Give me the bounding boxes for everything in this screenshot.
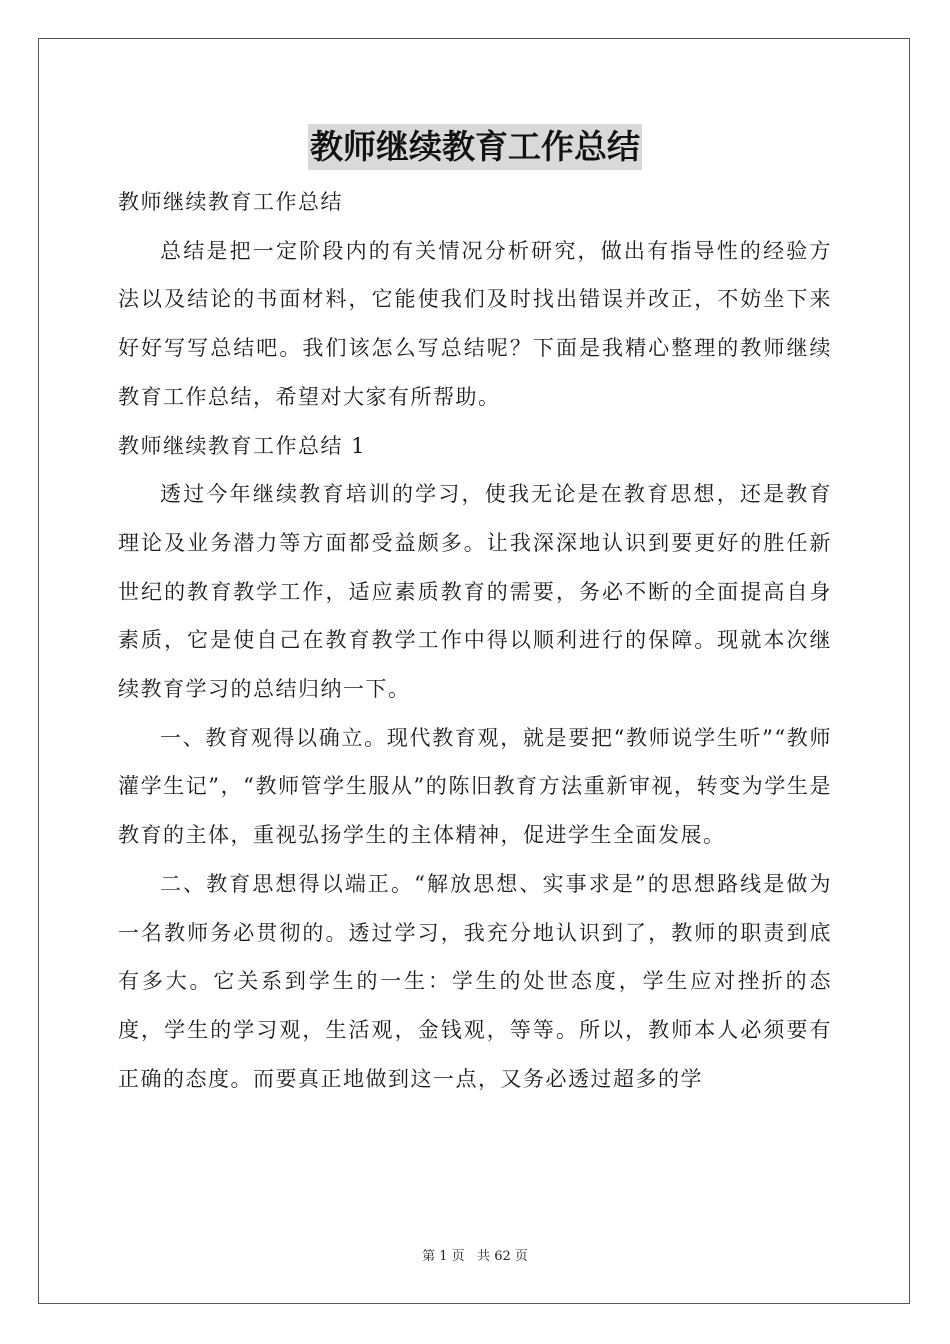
intro-paragraph: 总结是把一定阶段内的有关情况分析研究，做出有指导性的经验方法以及结论的书面材料，它能使我们及时找出错误并改正，不妨坐下来好好写写总结吧。我们该怎么写总结呢？下面是我精心整理的教师继续教育工作总结，希望对大家有所帮助。 [118, 238, 832, 409]
section-heading-1: 教师继续教育工作总结 1 [118, 433, 367, 458]
body-paragraph-3: 二、教育思想得以端正。“解放思想、实事求是”的思想路线是做为一名教师务必贯彻的。透过学习，我充分地认识到了，教师的职责到底有多大。它关系到学生的一生：学生的处世态度，学生应对挫折的态度，学生的学习观，生活观，金钱观，等等。所以，教师本人必须要有正确的态度。而要真正地做到这一点，又务必透过超多的学 [118, 871, 832, 1091]
page-footer: 第 1 页 共 62 页 [422, 1249, 528, 1264]
body-paragraph-2: 一、教育观得以确立。现代教育观，就是要把“教师说学生听”“教师灌学生记”，“教师管学生服从”的陈旧教育方法重新审视，转变为学生是教育的主体，重视弘扬学生的主体精神，促进学生全面发展。 [118, 725, 832, 848]
document-title: 教师继续教育工作总结 [308, 124, 642, 170]
subtitle-paragraph: 教师继续教育工作总结 [118, 190, 343, 214]
title-container [0, 124, 950, 170]
body-paragraph-1: 透过今年继续教育培训的学习，使我无论是在教育思想，还是教育理论及业务潜力等方面都受益颇多。让我深深地认识到要更好的胜任新世纪的教育教学工作，适应素质教育的需要，务必不断的全面提高自身素质，它是使自己在教育教学工作中得以顺利进行的保障。现就本次继续教育学习的总结归纳一下。 [118, 482, 832, 702]
document-body [118, 178, 832, 1103]
